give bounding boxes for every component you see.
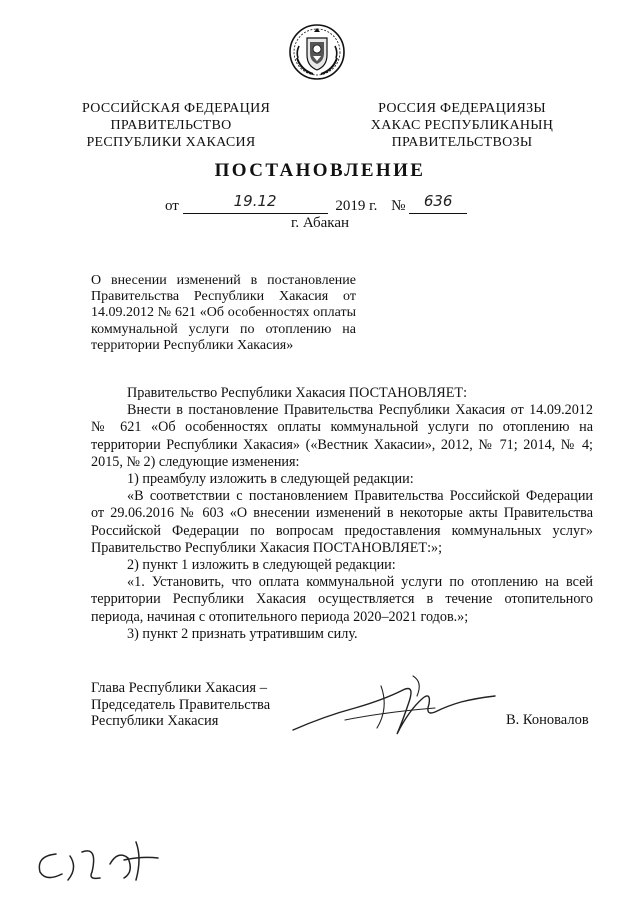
header-left-line: РЕСПУБЛИКИ ХАКАСИЯ	[86, 135, 256, 150]
handwritten-initials	[28, 828, 168, 888]
from-label: от	[165, 198, 179, 214]
header-left-line: РОССИЙСКАЯ ФЕДЕРАЦИЯ	[82, 101, 271, 116]
body-paragraph: 1) преамбулу изложить в следующей редакции:	[127, 471, 414, 488]
header-right-line: РОССИЯ ФЕДЕРАЦИЯЗЫ	[378, 101, 546, 116]
body-paragraph: 2) пункт 1 изложить в следующей редакции:	[127, 557, 396, 574]
number-label: №	[391, 198, 406, 214]
header-right-line: ПРАВИТЕЛЬСТВОЗЫ	[391, 135, 533, 150]
number-field	[409, 192, 467, 214]
signatory-position	[91, 680, 270, 730]
date-handwritten: 19.12	[233, 192, 277, 210]
signatory-position-line: Глава Республики Хакасия –	[91, 680, 267, 696]
signatory-name: В. Коновалов	[506, 712, 589, 728]
document-title: ПОСТАНОВЛЕНИЕ	[214, 160, 426, 181]
number-handwritten: 636	[423, 192, 453, 210]
document-subject: О внесении изменений в постановление Правительства Республики Хакасия от 14.09.2012 № 621 «Об особенностях оплаты коммунальной услуги по отоплению на территории Республики Хакасия»	[91, 273, 356, 353]
header-right	[368, 100, 556, 151]
document-body	[91, 385, 593, 643]
date-field	[183, 192, 328, 214]
body-paragraph: «В соответствии с постановлением Правительства Российской Федерации от 29.06.2016 № 603 «О внесении изменений в некоторые акты Правительства Российской Федерации по вопросам предоставления коммунальных услуг» Правительство Республики Хакасия ПОСТАНОВЛЯЕТ:»;	[91, 488, 593, 556]
signatory-position-line: Республики Хакасия	[91, 713, 219, 729]
handwritten-signature	[285, 668, 510, 740]
body-paragraph: Внести в постановление Правительства Республики Хакасия от 14.09.2012 № 621 «Об особенностях оплаты коммунальной услуги по отоплению на территории Республики Хакасия» («Вестник Хакасии», 2012, № 71; 2014, № 4; 2015, № 2) следующие изменения:	[91, 402, 593, 470]
body-paragraph: Правительство Республики Хакасия ПОСТАНОВЛЯЕТ:	[127, 385, 468, 401]
header-left-line: ПРАВИТЕЛЬСТВО	[110, 118, 232, 133]
signatory-position-line: Председатель Правительства	[91, 696, 271, 713]
coat-of-arms-icon	[287, 22, 347, 82]
date-line	[165, 192, 467, 215]
city: г. Абакан	[290, 215, 350, 231]
body-paragraph: 3) пункт 2 признать утратившим силу.	[127, 625, 358, 642]
header-right-line: ХАКАС РЕСПУБЛИКАНЫҢ	[370, 118, 554, 133]
body-paragraph: «1. Установить, что оплата коммунальной услуги по отоплению на всей территории Республики Хакасия осуществляется в течение отопительного периода, начиная с отопительного периода 2020–2021 годов.»;	[91, 574, 593, 625]
year-label: 2019 г.	[335, 198, 378, 214]
header-left	[82, 100, 271, 151]
